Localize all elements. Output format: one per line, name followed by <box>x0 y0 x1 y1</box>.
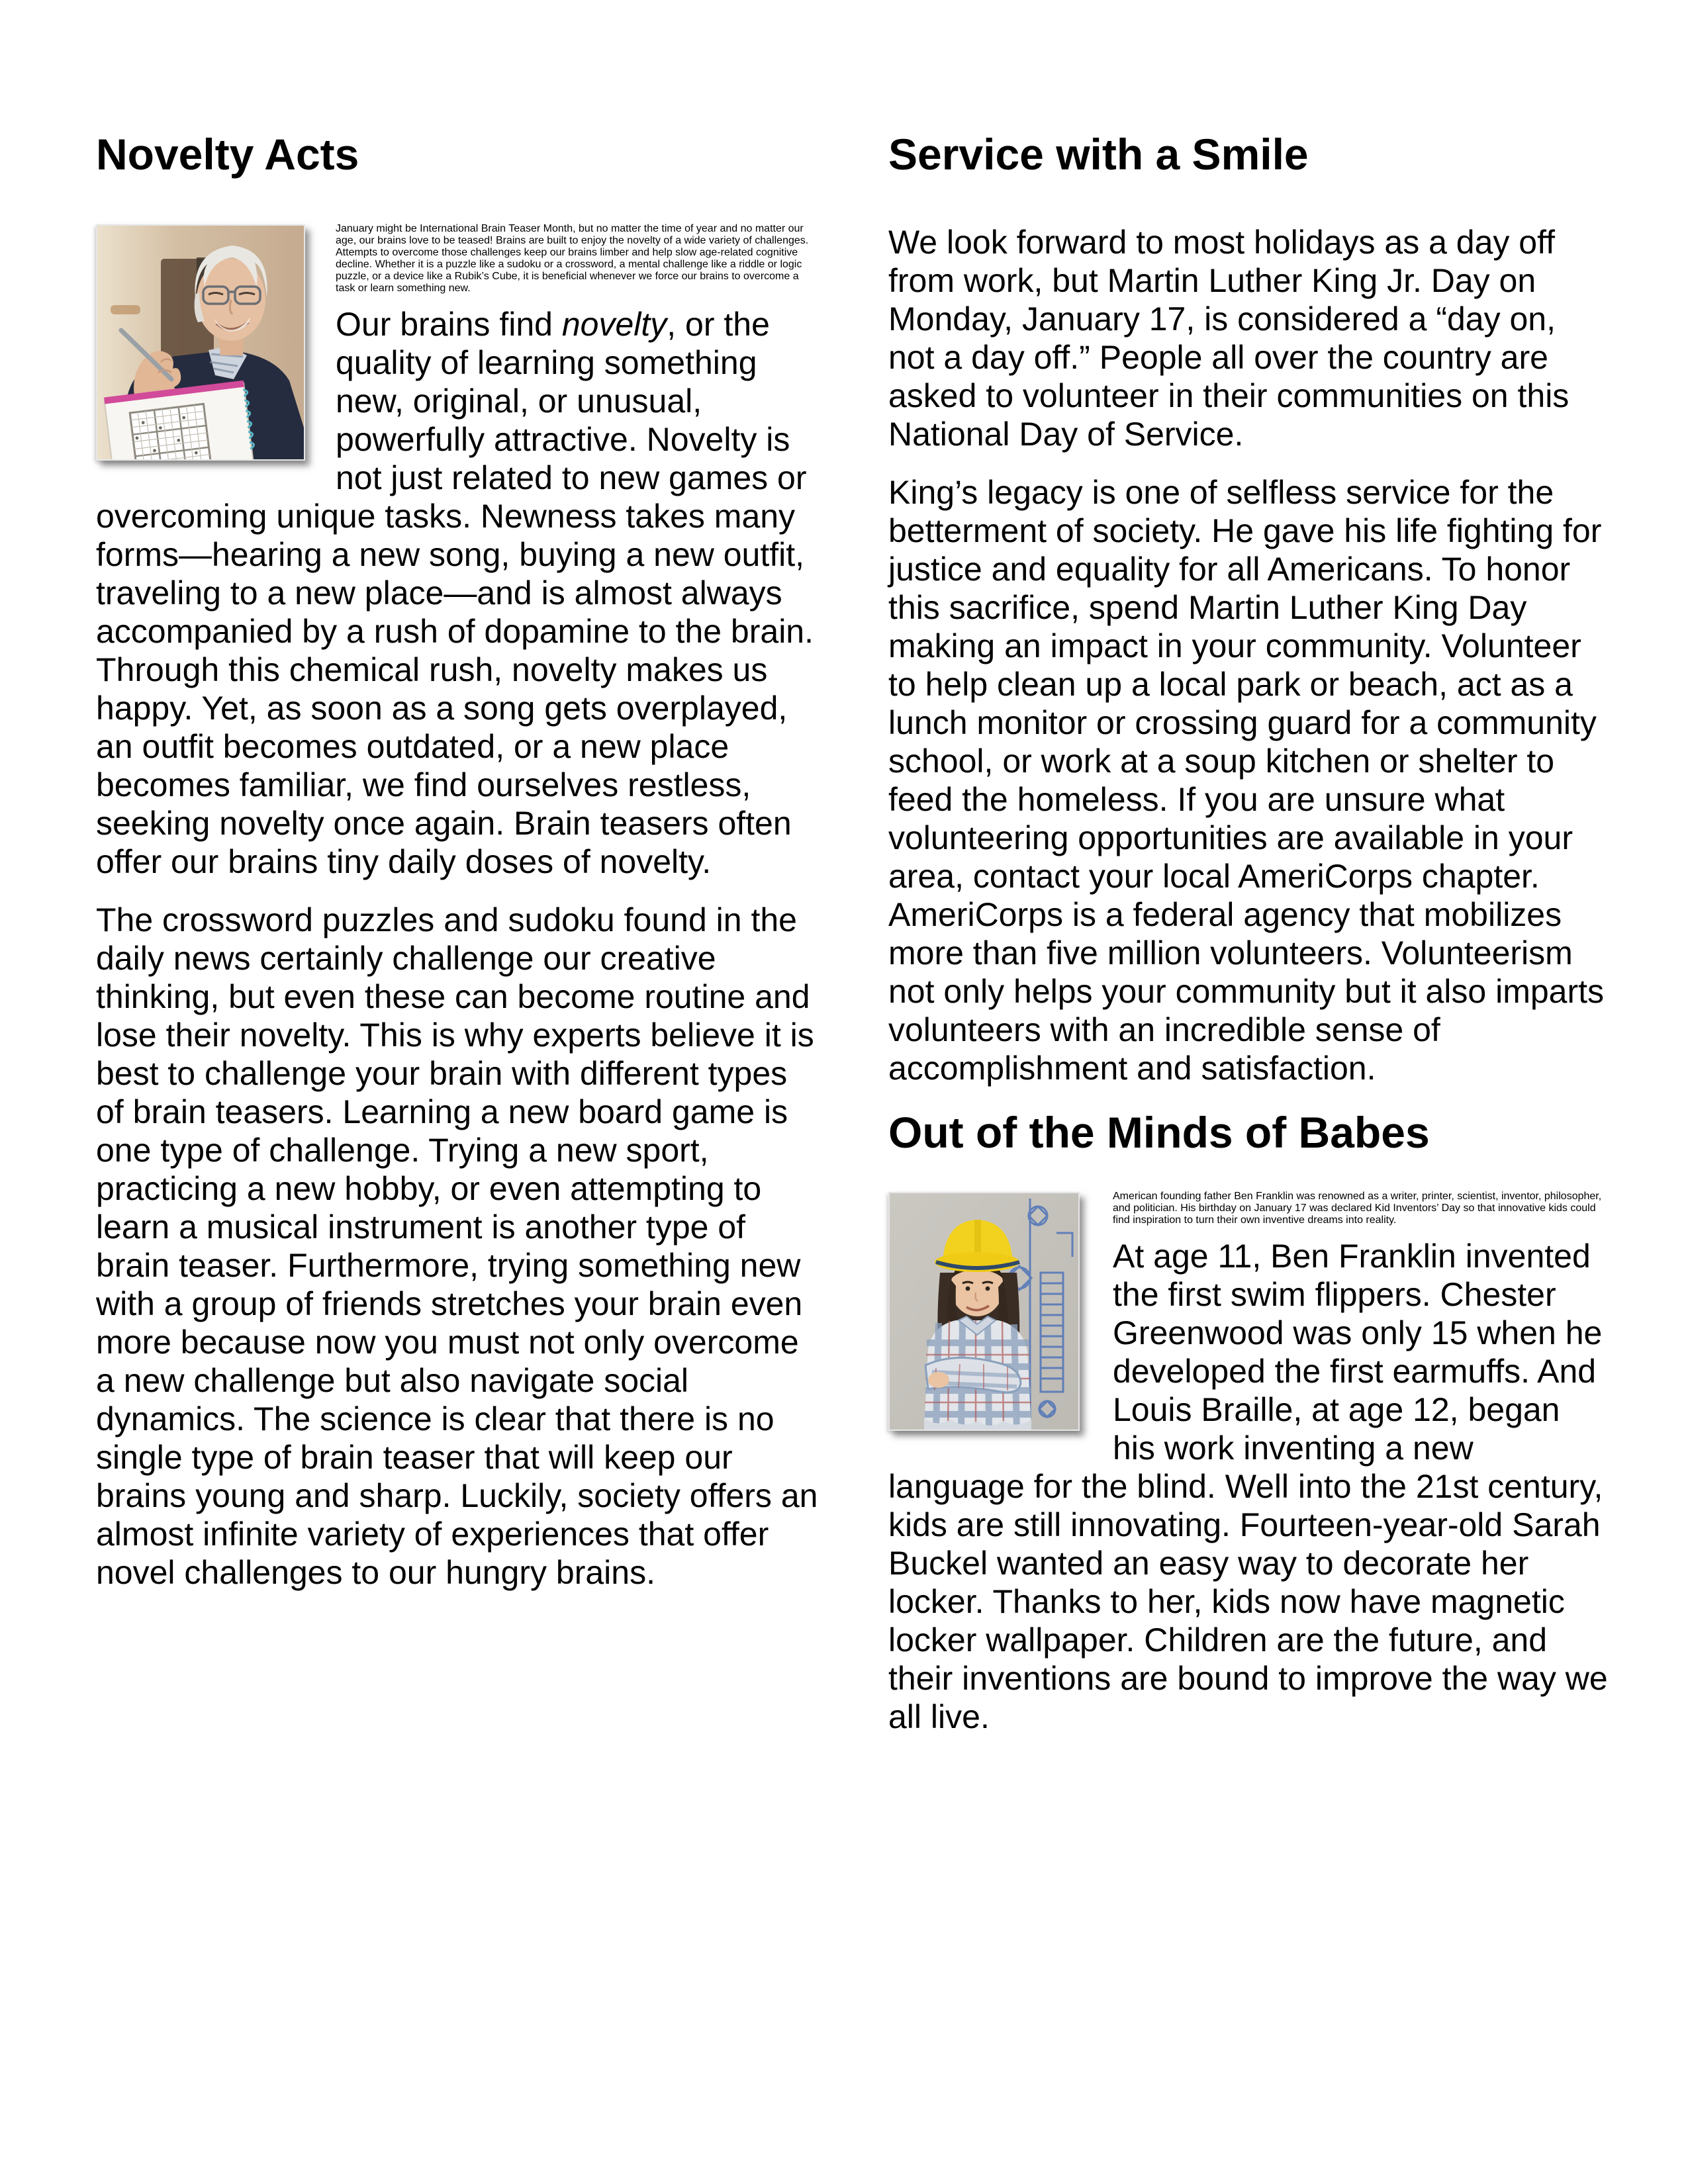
paragraph-inventors-2: At age 11, Ben Franklin invented the first swim flippers. Chester Greenwood was only 15 when he developed the first earmuffs. And Louis Braille, at age 12, began his work inventing a new language for the blind. Well into the 21st century, kids are still innovating. Fourteen-year-old Sarah Buckel wanted an easy way to decorate her locker. Thanks to her, kids now have magnetic locker wallpaper. Children are the future, and their inventions are bound to improve the way we all live. <box>888 1238 1608 1735</box>
girl-hard-hat-photo <box>888 1192 1080 1431</box>
sudoku-grid <box>130 404 211 459</box>
paragraph-text: January might be International Brain Teaser Month, but no matter the time of year and no matter our age, our brains love to be teased! Brains are built to enjoy the novelty of a wide variety of challenges. Attempts to overcome those challenges keep our brains limber and help slow age-related cognitive decline. Whether it is a puzzle like a sudoku or a crossword, a mental challenge like a riddle or logic puzzle, or a device like a Rubik’s Cube, it is beneficial whenever we force our brains to overcome a task or learn something new. <box>336 223 809 294</box>
hand <box>928 1372 949 1388</box>
elderly-man-puzzle-photo <box>96 224 305 461</box>
elderly-man-puzzle-illustration <box>97 226 304 459</box>
girl-hard-hat-illustration <box>890 1193 1078 1430</box>
left-column <box>96 129 821 1756</box>
paragraph-text: Our brains find <box>336 306 562 343</box>
paragraph-novelty-3: The crossword puzzles and sudoku found in the daily news certainly challenge our creative thinking, but even these can become routine and lose their novelty. This is why experts believe it is best to challenge your brain with different types of brain teasers. Learning a new board game is one type of challenge. Trying a new sport, practicing a new hobby, or even attempting to learn a musical instrument is another type of brain teaser. Furthermore, trying something new with a group of friends stretches your brain even more because now you must not only overcome a new challenge but also navigate social dynamics. The science is clear that there is no single type of brain teaser that will keep our brains young and sharp. Luckily, society offers an almost infinite variety of experiences that offer novel challenges to our hungry brains. <box>96 901 818 1591</box>
heading-novelty-acts: Novelty Acts <box>96 130 359 179</box>
heading-service-with-a-smile: Service with a Smile <box>888 130 1309 179</box>
right-column <box>888 129 1609 1756</box>
paragraph-service-2: King’s legacy is one of selfless service for the betterment of society. He gave his life fighting for justice and equality for all Americans. To honor this sacrifice, spend Martin Luther King Day making an impact in your community. Volunteer to help clean up a local park or beach, act as a lunch monitor or crossing guard for a community school, or work at a soup kitchen or shelter to feed the homeless. If you are unsure what volunteering opportunities are available in your area, contact your local AmeriCorps chapter. AmeriCorps is a federal agency that mobilizes more than five million volunteers. Volunteerism not only helps your community but it also imparts volunteers with an incredible sense of accomplishment and satisfaction. <box>888 474 1605 1087</box>
paragraph-service-1: We look forward to most holidays as a day off from work, but Martin Luther King Jr. Day on Monday, January 17, is considered a “day on, not a day off.” People all over the country are asked to volunteer in their communities on this National Day of Service. <box>888 224 1570 453</box>
paragraph-text: , or the quality of learning something new, original, or unusual, powerfully attractive. Novelty is not just related to new games or overcoming unique tasks. Newness takes many forms—hearing a new song, buying a new outfit, traveling to a new place—and is almost always accompanied by a rush of dopamine to the brain. Through this chemical rush, novelty makes us happy. Yet, as soon as a song gets overplayed, an outfit becomes outdated, or a new place becomes familiar, we find ourselves restless, seeking novelty once again. Brain teasers often offer our brains tiny daily doses of novelty. <box>96 306 814 880</box>
plaid-shirt <box>924 1316 1031 1430</box>
two-column-layout <box>96 129 1609 1756</box>
heading-out-of-the-minds-of-babes: Out of the Minds of Babes <box>888 1108 1430 1157</box>
paragraph-text: American founding father Ben Franklin was renowned as a writer, printer, scientist, inventor, philosopher, and politician. His birthday on January 17 was declared Kid Inventors’ Day so that innovative kids could find inspiration to turn their own inventive dreams into reality. <box>1113 1191 1602 1226</box>
italic-novelty: novelty <box>561 306 667 343</box>
